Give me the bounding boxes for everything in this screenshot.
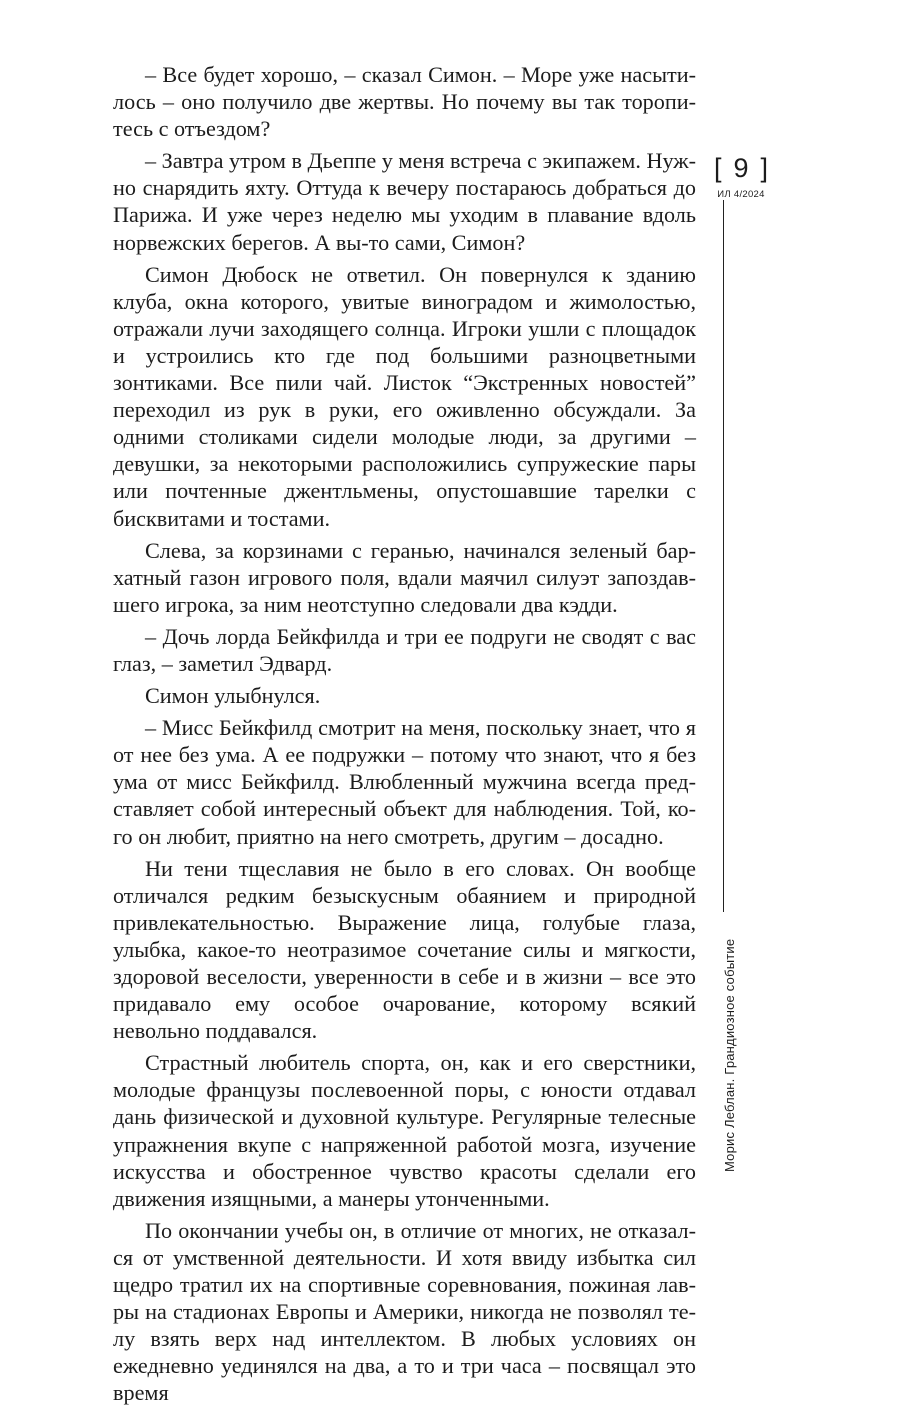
paragraph: – Дочь лорда Бейкфилда и три ее подруги не сводят с вас глаз, – заметил Эдвард.	[113, 623, 696, 676]
paragraph: – Мисс Бейкфилд смотрит на меня, поскольку знает, что я от нее без ума. А ее подружки – потому что знают, что я без ума от мисс Бейкфилд. Влюбленный мужчина всегда представляет собой интересный объект для наблюдения. Той, кого он любит, приятно на него смотреть, другим – досадно.	[113, 715, 696, 849]
margin-rule	[723, 200, 724, 912]
issue-label: ИЛ 4/2024	[717, 189, 765, 200]
body-text	[113, 61, 696, 1407]
page-number-value: 9	[733, 153, 761, 183]
paragraph: Симон Дюбоск не ответил. Он повернулся к зданию клуба, окна которого, увитые виноградом и жимолостью, отражали лучи заходящего солнца. Игроки ушли с площадок и устроились кто где под большими разноцветными зонтиками. Все пили чай. Листок “Экстренных новостей” переходил из рук в руки, его оживленно обсуждали. За одними столиками сидели молодые люди, за другими – девушки, за некоторыми расположились супружеские пары или почтенные джентльмены, опустошавшие тарелки с бисквитами и тостами.	[113, 261, 696, 531]
running-title: Морис Леблан. Грандиозное событие	[722, 938, 737, 1172]
paragraph: Симон улыбнулся.	[145, 683, 321, 709]
paragraph: Ни тени тщеславия не было в его словах. Он вообще отличался редким безыскусным обаянием и природной привлекательностью. Выражение лица, голубые глаза, улыбка, какое-то неотразимое сочетание силы и мягкости, здоровой веселости, уверенности в себе и в жизни – все это придавало ему особое очарование, которому всякий невольно поддавался.	[113, 855, 696, 1044]
page-number: [9]	[713, 153, 781, 183]
paragraph: – Завтра утром в Дьеппе у меня встреча с экипажем. Нужно снарядить яхту. Оттуда к вечеру постараюсь добраться до Парижа. И уже через неделю мы уходим в плавание вдоль норвежских берегов. А вы-то сами, Симон?	[113, 148, 696, 255]
paragraph: Страстный любитель спорта, он, как и его сверстники, молодые французы послевоенной поры, с юности отдавал дань физической и духовной культуре. Регулярные телесные упражнения вкупе с напряженной работой мозга, изучение искусства и обостренное чувство красоты сделали его движения изящными, а манеры утонченными.	[113, 1050, 696, 1211]
paragraph: По окончании учебы он, в отличие от многих, не отказался от умственной деятельности. И хотя ввиду избытка сил щедро тратил их на спортивные соревнования, пожиная лавры на стадионах Европы и Америки, никогда не позволял телу взять верх над интеллектом. В любых условиях он ежедневно уединялся на два, а то и три часа – посвящал это время	[113, 1217, 696, 1406]
paragraph: – Все будет хорошо, – сказал Симон. – Море уже насытилось – оно получило две жертвы. Но почему вы так торопитесь с отъездом?	[113, 62, 696, 142]
folio	[706, 153, 781, 200]
paragraph: Слева, за корзинами с геранью, начинался зеленый бархатный газон игрового поля, вдали маячил силуэт запоздавшего игрока, за ним неотступно следовали два кэдди.	[113, 537, 696, 617]
